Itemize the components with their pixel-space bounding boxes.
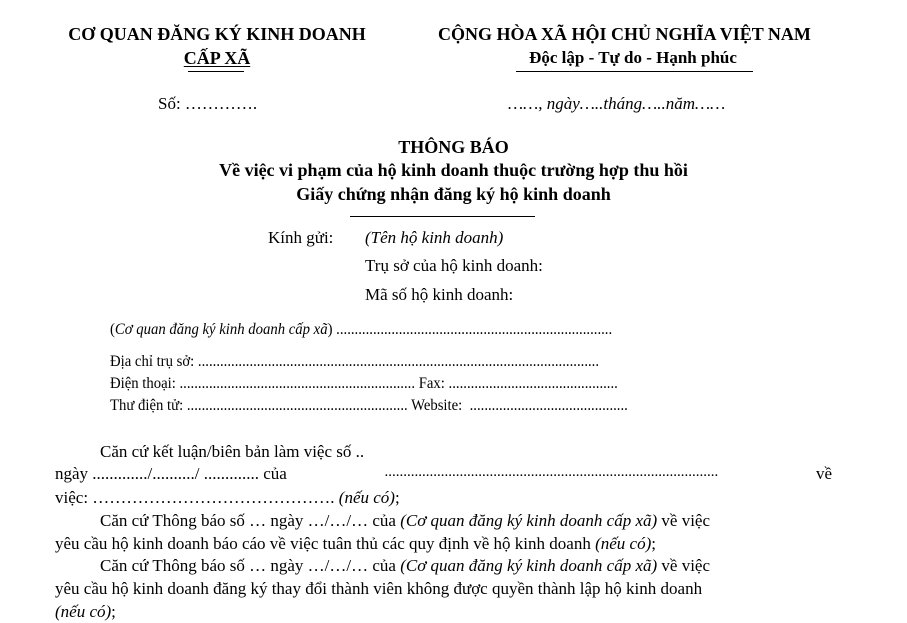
basis-3-optional: (nếu có) [55, 602, 112, 621]
basis-3-ref: Căn cứ Thông báo số … ngày …/…/… của [100, 556, 401, 575]
fax-dots: .............................................. [448, 375, 618, 392]
basis-1-line2 [55, 465, 832, 482]
title-divider [350, 216, 535, 217]
basis-3-agency: (Cơ quan đăng ký kinh doanh cấp xã) [400, 556, 658, 575]
agency-name: CƠ QUAN ĐĂNG KÝ KINH DOANH [68, 24, 366, 44]
basis-1-date: ngày ............./........../ ............. của [55, 464, 287, 483]
basis-2-about: về việc [657, 511, 711, 530]
recipient-label: Kính gửi: [268, 228, 334, 247]
date-line: ……, ngày…..tháng…..năm…… [508, 94, 726, 113]
address-label: Địa chỉ trụ sở: [110, 353, 195, 370]
basis-1-line1: Căn cứ kết luận/biên bản làm việc số .. [100, 442, 365, 461]
basis-1-about: về [815, 464, 832, 483]
sender-agency-open: ( [110, 321, 115, 338]
basis-2-ref: Căn cứ Thông báo số … ngày …/…/… của [100, 511, 401, 530]
recipient-code: Mã số hộ kinh doanh: [365, 285, 514, 304]
basis-3-about: về việc [657, 556, 711, 575]
basis-3-line2: yêu cầu hộ kinh doanh đăng ký thay đổi thành viên không được quyền thành lập hộ kinh doanh [55, 579, 703, 598]
address-dots: ............................................................................................................. [197, 353, 600, 370]
website-label: Website: [411, 397, 463, 414]
motto-underline [516, 71, 753, 72]
document-number: Số: …………. [158, 94, 258, 113]
basis-1-matter: việc: ……………………………………. [55, 488, 339, 507]
basis-1-end: ; [394, 488, 400, 507]
basis-2-line2 [55, 535, 656, 552]
sender-agency-name: Cơ quan đăng ký kinh doanh cấp xã [114, 321, 328, 338]
basis-3-end: ; [111, 602, 116, 621]
basis-2-optional: (nếu có) [595, 534, 652, 553]
sender-phone-line [110, 376, 618, 392]
basis-2-agency: (Cơ quan đăng ký kinh doanh cấp xã) [400, 511, 658, 530]
basis-2-end: ; [651, 534, 656, 553]
document-subtitle-line1: Về việc vi phạm của hộ kinh doanh thuộc trường hợp thu hồi [219, 160, 688, 180]
email-dots: ............................................................ [186, 397, 408, 414]
sender-agency-dots: ........................................................................... [336, 321, 613, 338]
sender-email-line [110, 398, 628, 414]
basis-2-line1 [100, 512, 710, 529]
recipient-address: Trụ sở của hộ kinh doanh: [365, 256, 543, 275]
basis-3-line1 [100, 557, 710, 574]
basis-2-content: yêu cầu hộ kinh doanh báo cáo về việc tuân thủ các quy định về hộ kinh doanh [55, 534, 596, 553]
recipient-name: (Tên hộ kinh doanh) [365, 228, 504, 247]
fax-label: Fax: [418, 375, 445, 392]
sender-agency-line [110, 322, 612, 338]
sender-address-line [110, 354, 599, 370]
national-motto: Độc lập - Tự do - Hạnh phúc [529, 48, 737, 67]
nation-name: CỘNG HÒA XÃ HỘI CHỦ NGHĨA VIỆT NAM [438, 24, 811, 44]
basis-1-dots: ......................................................................................... [384, 464, 719, 480]
basis-1-optional: (nếu có) [338, 488, 395, 507]
agency-underline [188, 71, 244, 72]
phone-label: Điện thoại: [110, 375, 176, 392]
email-label: Thư điện tử: [110, 397, 184, 414]
document-subtitle-line2: Giấy chứng nhận đăng ký hộ kinh doanh [296, 184, 611, 204]
basis-1-line3 [55, 489, 400, 506]
phone-dots: ................................................................ [179, 375, 416, 392]
basis-3-line3 [55, 603, 116, 620]
document-title: THÔNG BÁO [398, 137, 509, 157]
sender-agency-close: ) [327, 321, 333, 338]
website-dots: ........................................... [469, 397, 628, 414]
agency-level: CẤP XÃ [183, 48, 251, 68]
